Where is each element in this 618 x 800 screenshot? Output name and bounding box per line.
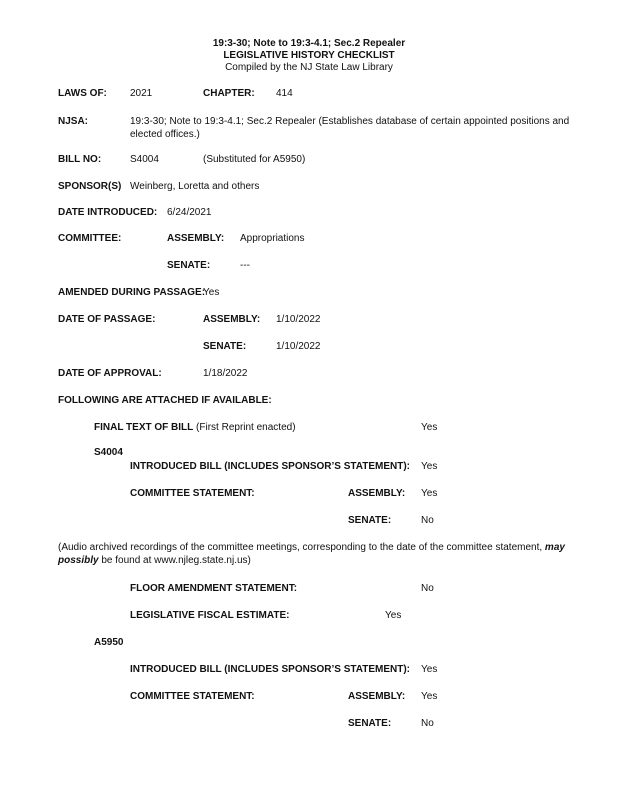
a5950-heading: A5950 [94, 637, 124, 648]
final-text-value: Yes [421, 422, 438, 433]
a5950-senate-value: No [421, 718, 434, 729]
passage-senate-label: SENATE: [203, 341, 247, 352]
final-text-label: FINAL TEXT OF BILL [94, 422, 194, 433]
compiled-by: Compiled by the NJ State Law Library [225, 62, 393, 73]
laws-of-label: LAWS OF: [58, 88, 107, 99]
a5950-assembly-label: ASSEMBLY: [348, 691, 406, 702]
committee-assembly-value: Appropriations [240, 233, 305, 244]
final-text-row [94, 421, 296, 434]
committee-senate-label: SENATE: [167, 260, 211, 271]
a5950-committee-label: COMMITTEE STATEMENT: [130, 691, 255, 702]
floor-amendment-label: FLOOR AMENDMENT STATEMENT: [130, 583, 298, 594]
a5950-introduced-value: Yes [421, 664, 438, 675]
s4004-senate-label: SENATE: [348, 515, 392, 526]
audio-note-text: (Audio archived recordings of the committee meetings, corresponding to the date of the committee statement, [58, 542, 545, 553]
passage-assembly-label: ASSEMBLY: [203, 314, 261, 325]
laws-of-value: 2021 [130, 88, 153, 99]
a5950-assembly-value: Yes [421, 691, 438, 702]
attached-heading: FOLLOWING ARE ATTACHED IF AVAILABLE: [58, 395, 272, 406]
njsa-value: 19:3-30; Note to 19:3-4.1; Sec.2 Repealer (Establishes database of certain appointed positions and elected offices.) [130, 116, 570, 140]
s4004-heading: S4004 [94, 447, 123, 458]
document-subtitle: LEGISLATIVE HISTORY CHECKLIST [223, 50, 395, 61]
s4004-introduced-label: INTRODUCED BILL (INCLUDES SPONSOR’S STATEMENT): [130, 461, 410, 472]
committee-label: COMMITTEE: [58, 233, 122, 244]
bill-no-label: BILL NO: [58, 154, 102, 165]
s4004-assembly-value: Yes [421, 488, 438, 499]
audio-note-emphasis: may possibly [58, 542, 565, 566]
sponsors-label: SPONSOR(S) [58, 181, 122, 192]
final-text-note: (First Reprint enacted) [196, 422, 296, 433]
s4004-assembly-label: ASSEMBLY: [348, 488, 406, 499]
date-introduced-value: 6/24/2021 [167, 207, 212, 218]
s4004-introduced-value: Yes [421, 461, 438, 472]
date-of-approval-label: DATE OF APPROVAL: [58, 368, 162, 379]
chapter-label: CHAPTER: [203, 88, 255, 99]
sponsors-value: Weinberg, Loretta and others [130, 181, 260, 192]
committee-assembly-label: ASSEMBLY: [167, 233, 225, 244]
s4004-committee-label: COMMITTEE STATEMENT: [130, 488, 255, 499]
floor-amendment-value: No [421, 583, 434, 594]
amended-label: AMENDED DURING PASSAGE: [58, 287, 206, 298]
audio-note-text-end: be found at www.njleg.state.nj.us) [98, 555, 251, 566]
date-of-passage-label: DATE OF PASSAGE: [58, 314, 156, 325]
committee-senate-value: --- [240, 260, 250, 271]
fiscal-estimate-label: LEGISLATIVE FISCAL ESTIMATE: [130, 610, 290, 621]
njsa-label: NJSA: [58, 116, 89, 127]
fiscal-estimate-value: Yes [385, 610, 402, 621]
date-of-approval-value: 1/18/2022 [203, 368, 248, 379]
document-title: 19:3-30; Note to 19:3-4.1; Sec.2 Repealer [212, 38, 406, 49]
passage-senate-value: 1/10/2022 [276, 341, 321, 352]
amended-value: Yes [203, 287, 220, 298]
bill-no-note: (Substituted for A5950) [203, 154, 306, 165]
passage-assembly-value: 1/10/2022 [276, 314, 321, 325]
a5950-senate-label: SENATE: [348, 718, 392, 729]
a5950-introduced-label: INTRODUCED BILL (INCLUDES SPONSOR’S STATEMENT): [130, 664, 410, 675]
audio-note [58, 541, 588, 567]
bill-no-value: S4004 [130, 154, 159, 165]
s4004-senate-value: No [421, 515, 434, 526]
chapter-value: 414 [276, 88, 293, 99]
date-introduced-label: DATE INTRODUCED: [58, 207, 158, 218]
